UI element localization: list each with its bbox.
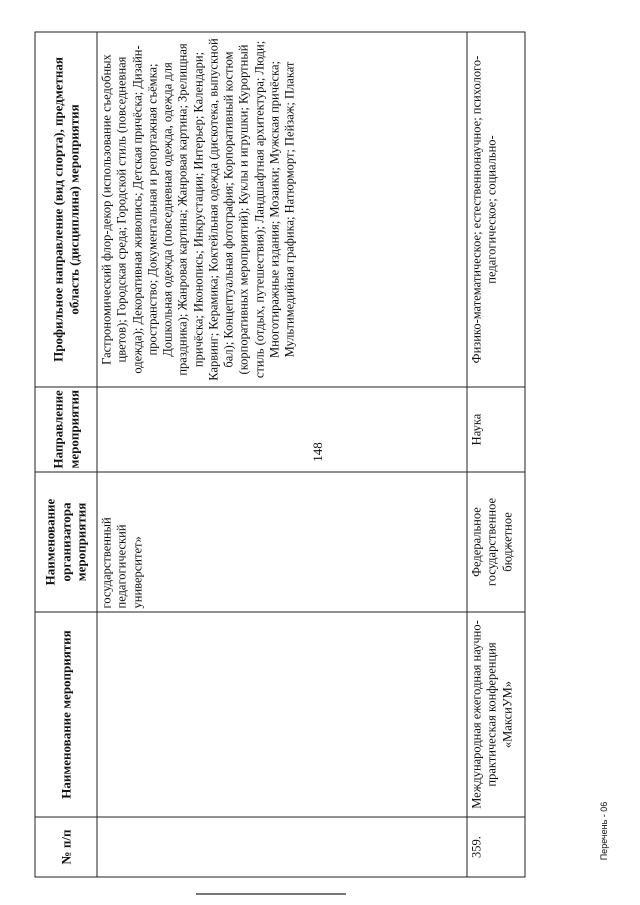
cell-organizer: Федеральное государственное бюджетное: [467, 472, 525, 612]
page-number: 148: [310, 442, 325, 462]
header-direction: Направление мероприятия: [35, 387, 97, 472]
cell-direction: [97, 387, 467, 472]
rotated-table-frame: [34, 32, 524, 877]
header-profile: Профильное направление (вид спорта), предметная область (дисциплина) мероприятия: [35, 32, 97, 387]
cell-event-name: Международная ежегодная научно-практическая конференция «МаксиУМ»: [467, 612, 525, 817]
cell-profile: Физико-математическое; естественнонаучное; психолого-педагогическое; социально-: [467, 32, 525, 387]
table-container: [34, 32, 524, 877]
scan-edge-mark: [196, 893, 346, 895]
header-event-name: Наименование мероприятия: [35, 612, 97, 817]
cell-direction: Наука: [467, 387, 525, 472]
header-num: № п/п: [35, 817, 97, 877]
header-organizer: Наименование организатора мероприятия: [35, 472, 97, 612]
table-row: [97, 32, 467, 877]
cell-num: 359.: [467, 817, 525, 877]
footer-text: Перечень - 06: [599, 801, 609, 861]
table-row: [467, 32, 525, 877]
cell-profile: Гастрономический флор-декор (использование съедобных цветов); Городская среда; Городской стиль (повседневная одежда); Декоративная живопись; Детская причёска; Дизайн-пространство; Документальная и репортажная съёмка; Дошкольная одежда (повседневная одежда, одежда для праздника); Жанровая картина; Жанровая картина; Зрелищная причёска; Иконопись; Инкрустации; Интерьер; Календари; Карвинг; Керамика; Коктейльная одежда (дискотека, выпускной бал); Концептуальная фотография; Корпоративный костюм (корпоративных мероприятий); Куклы и игрушки; Курортный стиль (отдых, путешествия); Ландшафтная архитектура; Люди; Многотиражные издания; Мозаики; Мужская причёска; Мультимедийная графика; Натюрморт; Пейзаж; Плакат: [97, 32, 467, 387]
cell-num: [97, 817, 467, 877]
cell-event-name: [97, 612, 467, 817]
cell-organizer: государственный педагогический университет»: [97, 472, 467, 612]
table-header-row: [35, 32, 97, 877]
events-table: [34, 31, 525, 877]
